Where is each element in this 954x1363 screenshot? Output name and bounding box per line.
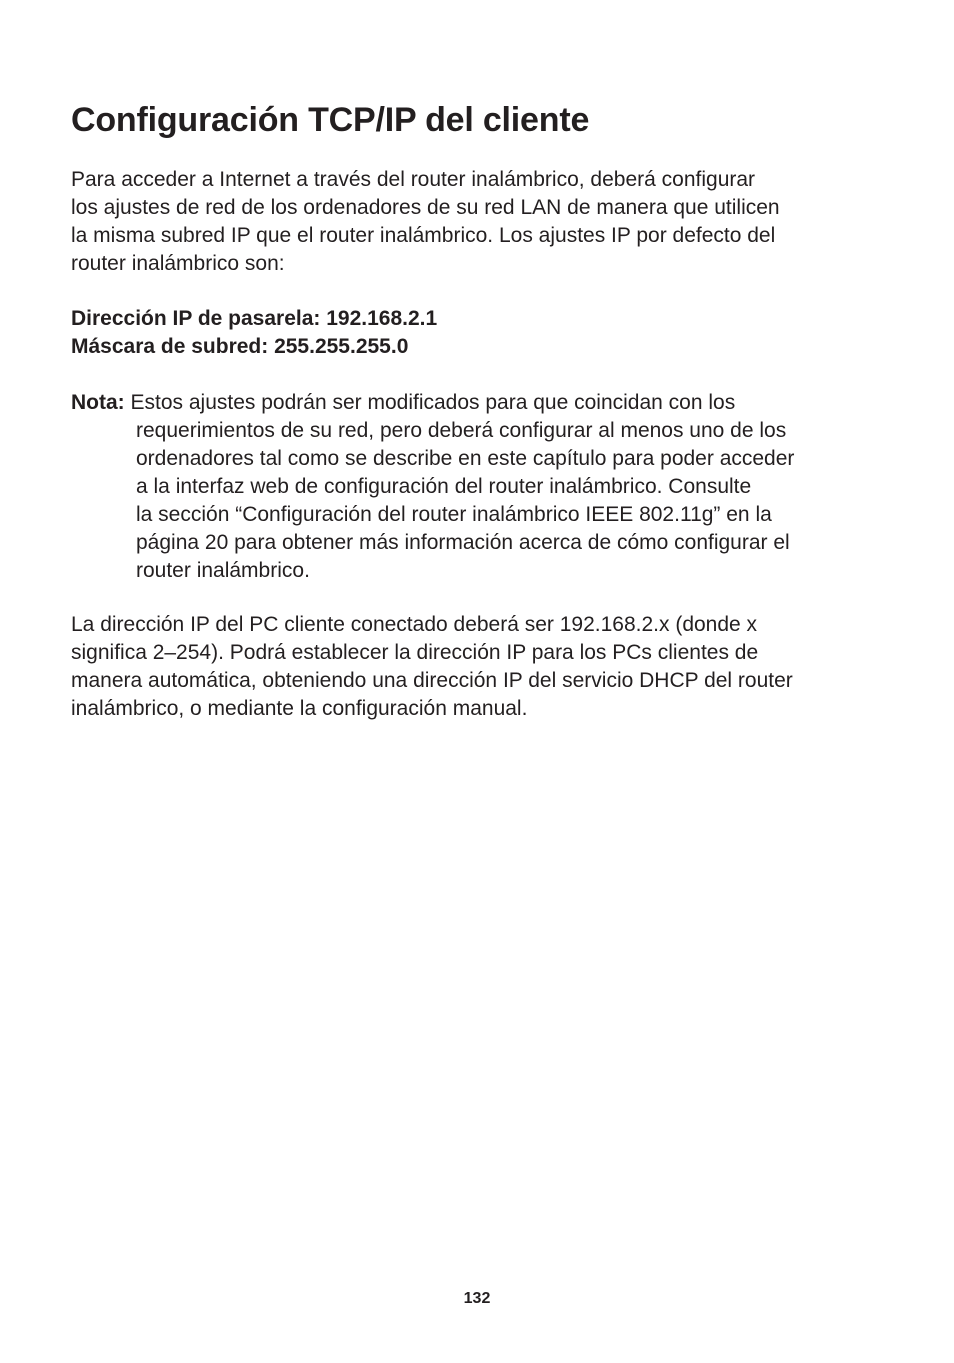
client-line: manera automática, obteniendo una dirección IP del servicio DHCP del router bbox=[71, 669, 793, 692]
note-line: ordenadores tal como se describe en este capítulo para poder acceder bbox=[136, 447, 795, 470]
note-first-line bbox=[71, 389, 794, 417]
intro-line: router inalámbrico son: bbox=[71, 252, 285, 275]
intro-paragraph bbox=[71, 166, 780, 278]
client-line: significa 2–254). Podrá establecer la dirección IP para los PCs clientes de bbox=[71, 641, 759, 664]
note-line: requerimientos de su red, pero deberá configurar al menos uno de los bbox=[136, 419, 787, 442]
client-line: La dirección IP del PC cliente conectado deberá ser 192.168.2.x (donde x bbox=[71, 613, 758, 636]
note-line: página 20 para obtener más información acerca de cómo configurar el bbox=[136, 531, 790, 554]
intro-line: la misma subred IP que el router inalámbrico. Los ajustes IP por defecto del bbox=[71, 224, 776, 247]
note-line: la sección “Configuración del router inalámbrico IEEE 802.11g” en la bbox=[136, 503, 772, 526]
client-ip-paragraph bbox=[71, 611, 793, 723]
note-label: Nota: bbox=[71, 391, 125, 414]
gateway-ip: Dirección IP de pasarela: 192.168.2.1 bbox=[71, 307, 438, 330]
note-block bbox=[71, 389, 794, 585]
client-line: inalámbrico, o mediante la configuración manual. bbox=[71, 697, 528, 720]
subnet-mask: Máscara de subred: 255.255.255.0 bbox=[71, 335, 409, 358]
intro-line: los ajustes de red de los ordenadores de su red LAN de manera que utilicen bbox=[71, 196, 780, 219]
note-line: Estos ajustes podrán ser modificados para que coincidan con los bbox=[130, 391, 736, 414]
intro-line: Para acceder a Internet a través del router inalámbrico, deberá configurar bbox=[71, 168, 756, 191]
page-title: Configuración TCP/IP del cliente bbox=[71, 101, 590, 139]
note-line: a la interfaz web de configuración del router inalámbrico. Consulte bbox=[136, 475, 752, 498]
note-line: router inalámbrico. bbox=[136, 559, 310, 582]
default-ip-settings bbox=[71, 305, 437, 361]
page-number: 132 bbox=[463, 1290, 491, 1307]
